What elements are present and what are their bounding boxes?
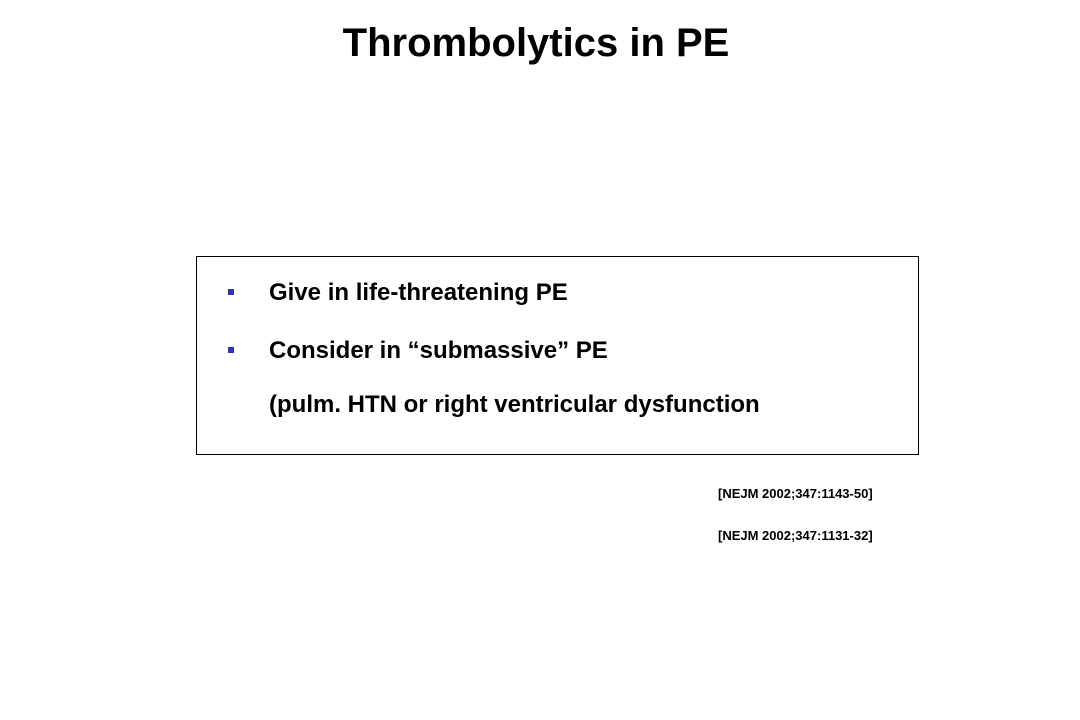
reference-citation: [NEJM 2002;347:1143-50] bbox=[718, 486, 873, 501]
square-bullet-icon bbox=[228, 347, 234, 353]
square-bullet-icon bbox=[228, 289, 234, 295]
bullet-box bbox=[196, 256, 919, 455]
slide-title: Thrombolytics in PE bbox=[342, 21, 730, 65]
bullet-text: Consider in “submassive” PE bbox=[269, 337, 608, 364]
bullet-continuation: (pulm. HTN or right ventricular dysfunction bbox=[269, 391, 760, 418]
bullet-item bbox=[197, 333, 918, 369]
bullet-text: Give in life-threatening PE bbox=[269, 279, 568, 306]
reference-citation: [NEJM 2002;347:1131-32] bbox=[718, 528, 873, 543]
bullet-item bbox=[197, 275, 918, 311]
